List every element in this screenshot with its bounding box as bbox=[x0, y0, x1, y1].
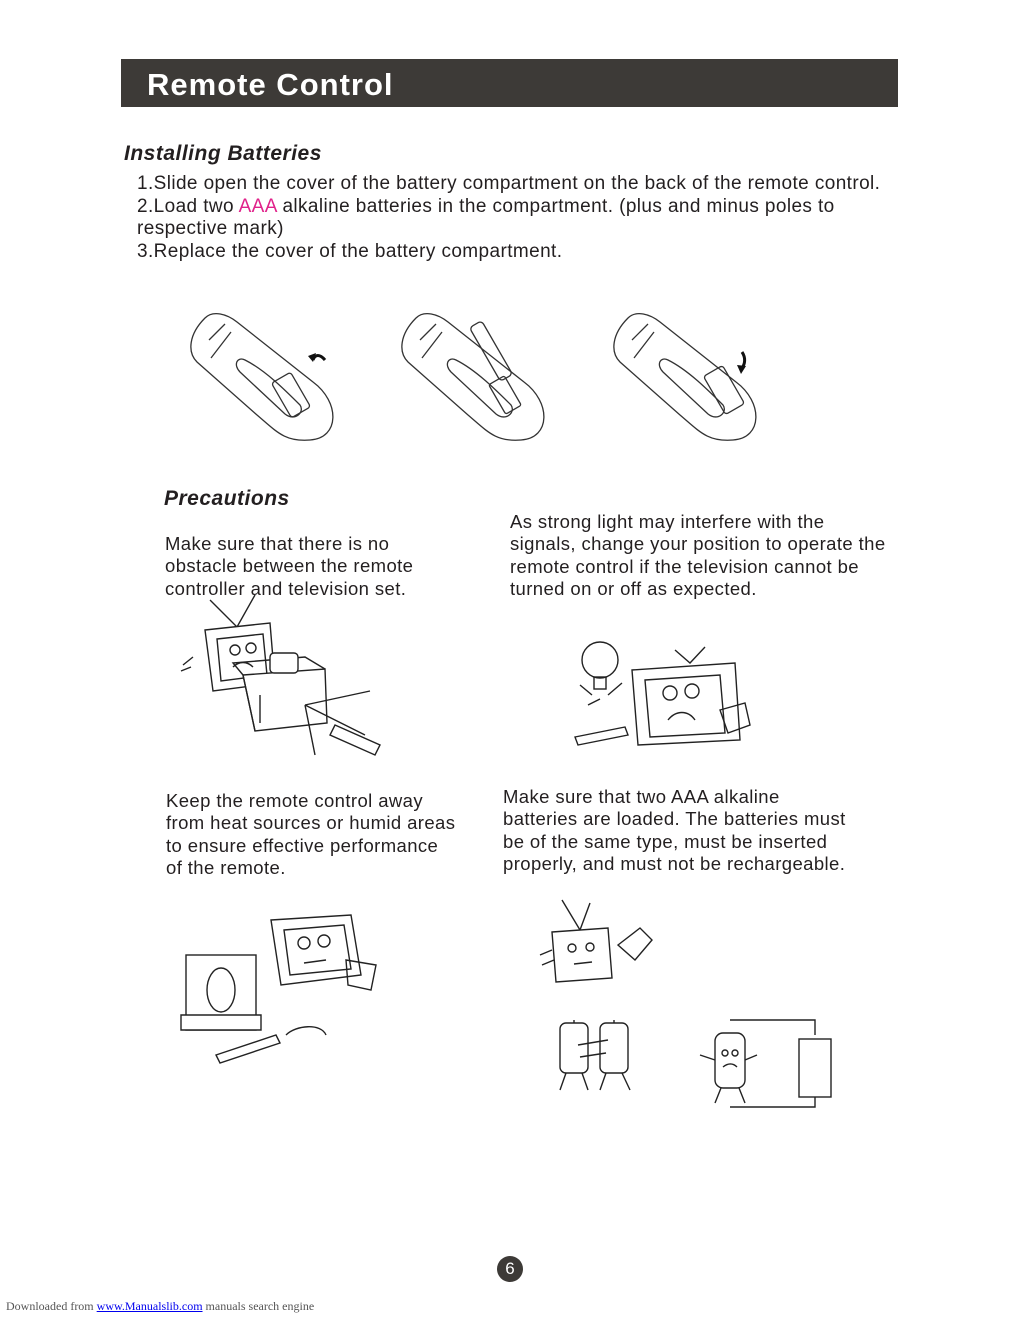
heat-precaution-text: Keep the remote control away from heat sources or humid areas to ensure effective performance of the remote. bbox=[166, 790, 456, 879]
battery-charger-illustration bbox=[695, 1015, 835, 1110]
page-number: 6 bbox=[497, 1256, 523, 1282]
section-header-bar bbox=[121, 59, 898, 107]
step-3: 3.Replace the cover of the battery compartment. bbox=[137, 240, 563, 262]
mixed-batteries-illustration bbox=[548, 1015, 643, 1095]
light-precaution-text: As strong light may interfere with the signals, change your position to operate the remote control if the television cannot be turned on or off as expected. bbox=[510, 511, 886, 600]
tv-battery-warning-illustration bbox=[540, 900, 660, 985]
step-1: 1.Slide open the cover of the battery compartment on the back of the remote control. bbox=[137, 173, 881, 194]
installing-batteries-heading: Installing Batteries bbox=[124, 142, 322, 165]
battery-type-highlight: AAA bbox=[238, 195, 277, 217]
page-title: Remote Control bbox=[147, 67, 394, 102]
remote-open-cover-illustration bbox=[185, 310, 345, 445]
precautions-heading: Precautions bbox=[164, 487, 290, 510]
installation-steps bbox=[137, 173, 907, 263]
tv-heat-source-illustration bbox=[176, 905, 391, 1070]
remote-close-cover-illustration bbox=[608, 310, 768, 445]
download-footer: Downloaded from www.Manualslib.com manuals search engine bbox=[6, 1299, 315, 1313]
obstacle-precaution-text: Make sure that there is no obstacle between the remote controller and television set. bbox=[165, 533, 414, 599]
manualslib-link[interactable]: www.Manualslib.com bbox=[96, 1299, 203, 1313]
remote-insert-batteries-illustration bbox=[396, 310, 556, 445]
tv-strong-light-illustration bbox=[570, 625, 770, 760]
step-2: 2.Load two AAA alkaline batteries in the compartment. (plus and minus poles to respective mark) bbox=[137, 195, 835, 239]
battery-precaution-text: Make sure that two AAA alkaline batteries are loaded. The batteries must be of the same type, must be inserted properly, and must not be rechargeable. bbox=[503, 786, 846, 875]
tv-obstacle-illustration bbox=[175, 595, 390, 760]
